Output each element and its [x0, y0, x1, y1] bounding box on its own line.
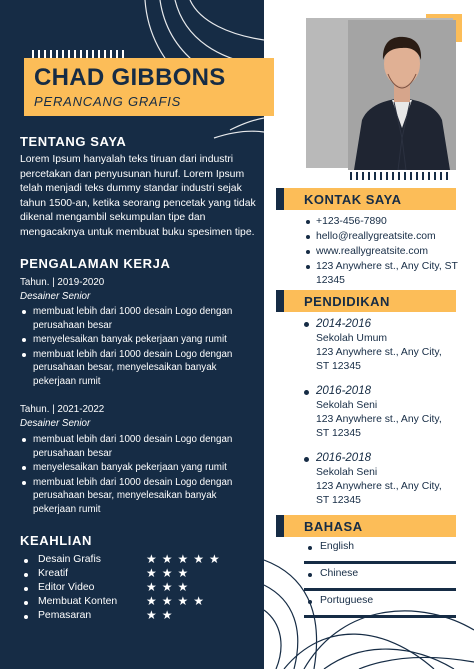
language-item [304, 593, 456, 618]
about-heading: TENTANG SAYA [20, 134, 127, 149]
job-date: Tahun. | 2019-2020 [20, 277, 105, 288]
list-item: membuat lebih dari 1000 desain Logo dengan perusahaan besar [0, 305, 240, 332]
experience-heading: PENGALAMAN KERJA [20, 256, 171, 271]
stripe-decoration-right [350, 172, 450, 180]
website-url: www.reallygreatsite.com [0, 245, 458, 259]
contact-list [0, 215, 458, 289]
skill-name: Editor Video [38, 582, 95, 593]
star-rating-icon: ★★ [146, 608, 178, 622]
bullet-dot [24, 573, 28, 577]
person-name: CHAD GIBBONS [34, 64, 226, 91]
education-year: 2016-2018 [316, 452, 371, 464]
job-title: Desainer Senior [20, 418, 91, 429]
bullet-dot [24, 587, 28, 591]
list-item: menyelesaikan banyak pekerjaan yang rumit [0, 461, 240, 475]
bullet-dot [308, 573, 312, 577]
list-item: membuat lebih dari 1000 desain Logo dengan perusahaan besar, menyelesaikan banyak pekerjaan rumit [0, 476, 240, 517]
contact-heading: KONTAK SAYA [304, 192, 402, 207]
skill-row [0, 568, 264, 581]
contact-heading-bar [276, 188, 456, 210]
language-name: Portuguese [320, 595, 374, 606]
email-address: hello@reallygreatsite.com [0, 230, 458, 244]
skill-name: Desain Grafis [38, 554, 101, 565]
heading-marker [276, 515, 284, 537]
bullet-dot [24, 615, 28, 619]
bullet-dot [308, 600, 312, 604]
timeline-dot [304, 322, 309, 327]
list-item: menyelesaikan banyak pekerjaan yang rumit [0, 333, 240, 347]
job-title: Desainer Senior [20, 291, 91, 302]
bullet-dot [24, 559, 28, 563]
skill-row [0, 582, 264, 595]
education-address: 123 Anywhere st., Any City, ST 12345 [316, 347, 442, 372]
education-address: 123 Anywhere st., Any City, ST 12345 [316, 414, 442, 439]
job-bullet-list [0, 433, 240, 518]
star-rating-icon: ★★★★ [146, 594, 210, 608]
bullet-dot [308, 546, 312, 550]
skill-row [0, 554, 264, 567]
timeline-dot [304, 390, 309, 395]
education-year: 2014-2016 [316, 318, 371, 330]
skill-row [0, 596, 264, 609]
star-rating-icon: ★★★ [146, 580, 194, 594]
profile-photo [348, 20, 456, 170]
language-item [304, 566, 456, 591]
stripe-decoration-left [32, 50, 124, 58]
languages-heading: BAHASA [304, 519, 363, 534]
skill-name: Membuat Konten [38, 596, 118, 607]
language-name: Chinese [320, 568, 359, 579]
language-name: English [320, 541, 355, 552]
skills-heading: KEAHLIAN [20, 533, 92, 548]
heading-marker [276, 290, 284, 312]
education-school: Sekolah Umum [316, 333, 388, 344]
list-item: membuat lebih dari 1000 desain Logo dengan perusahaan besar, menyelesaikan banyak pekerjaan rumit [0, 348, 240, 389]
job-date: Tahun. | 2021-2022 [20, 404, 105, 415]
bullet-dot [24, 601, 28, 605]
heading-marker [276, 188, 284, 210]
job-role: PERANCANG GRAFIS [34, 94, 182, 109]
skill-name: Pemasaran [38, 610, 92, 621]
phone-number: +123-456-7890 [0, 215, 458, 229]
timeline-dot [304, 457, 309, 462]
education-school: Sekolah Seni [316, 400, 378, 411]
education-heading: PENDIDIKAN [304, 294, 390, 309]
languages-heading-bar [276, 515, 456, 537]
skill-name: Kreatif [38, 568, 69, 579]
star-rating-icon: ★★★★★ [146, 552, 225, 566]
skill-row [0, 610, 264, 623]
language-item [304, 539, 456, 564]
education-year: 2016-2018 [316, 385, 371, 397]
star-rating-icon: ★★★ [146, 566, 194, 580]
job-bullet-list [0, 305, 240, 390]
education-address: 123 Anywhere st., Any City, ST 12345 [316, 481, 442, 506]
education-heading-bar [276, 290, 456, 312]
about-text: Lorem Ipsum hanyalah teks tiruan dari industri percetakan dan penyusunan huruf. Lorem Ipsum telah menjadi teks dummy standar industri sejak tahun 1500-an, ketika seorang pencetak yang tidak dikenal mengambil sekumpulan tipe dan mengacaknya untuk membuat buku spesimen tipe. [20, 154, 256, 238]
postal-address: 123 Anywhere st., Any City, ST 12345 [0, 260, 458, 288]
education-school: Sekolah Seni [316, 467, 378, 478]
list-item: membuat lebih dari 1000 desain Logo dengan perusahaan besar [0, 433, 240, 460]
